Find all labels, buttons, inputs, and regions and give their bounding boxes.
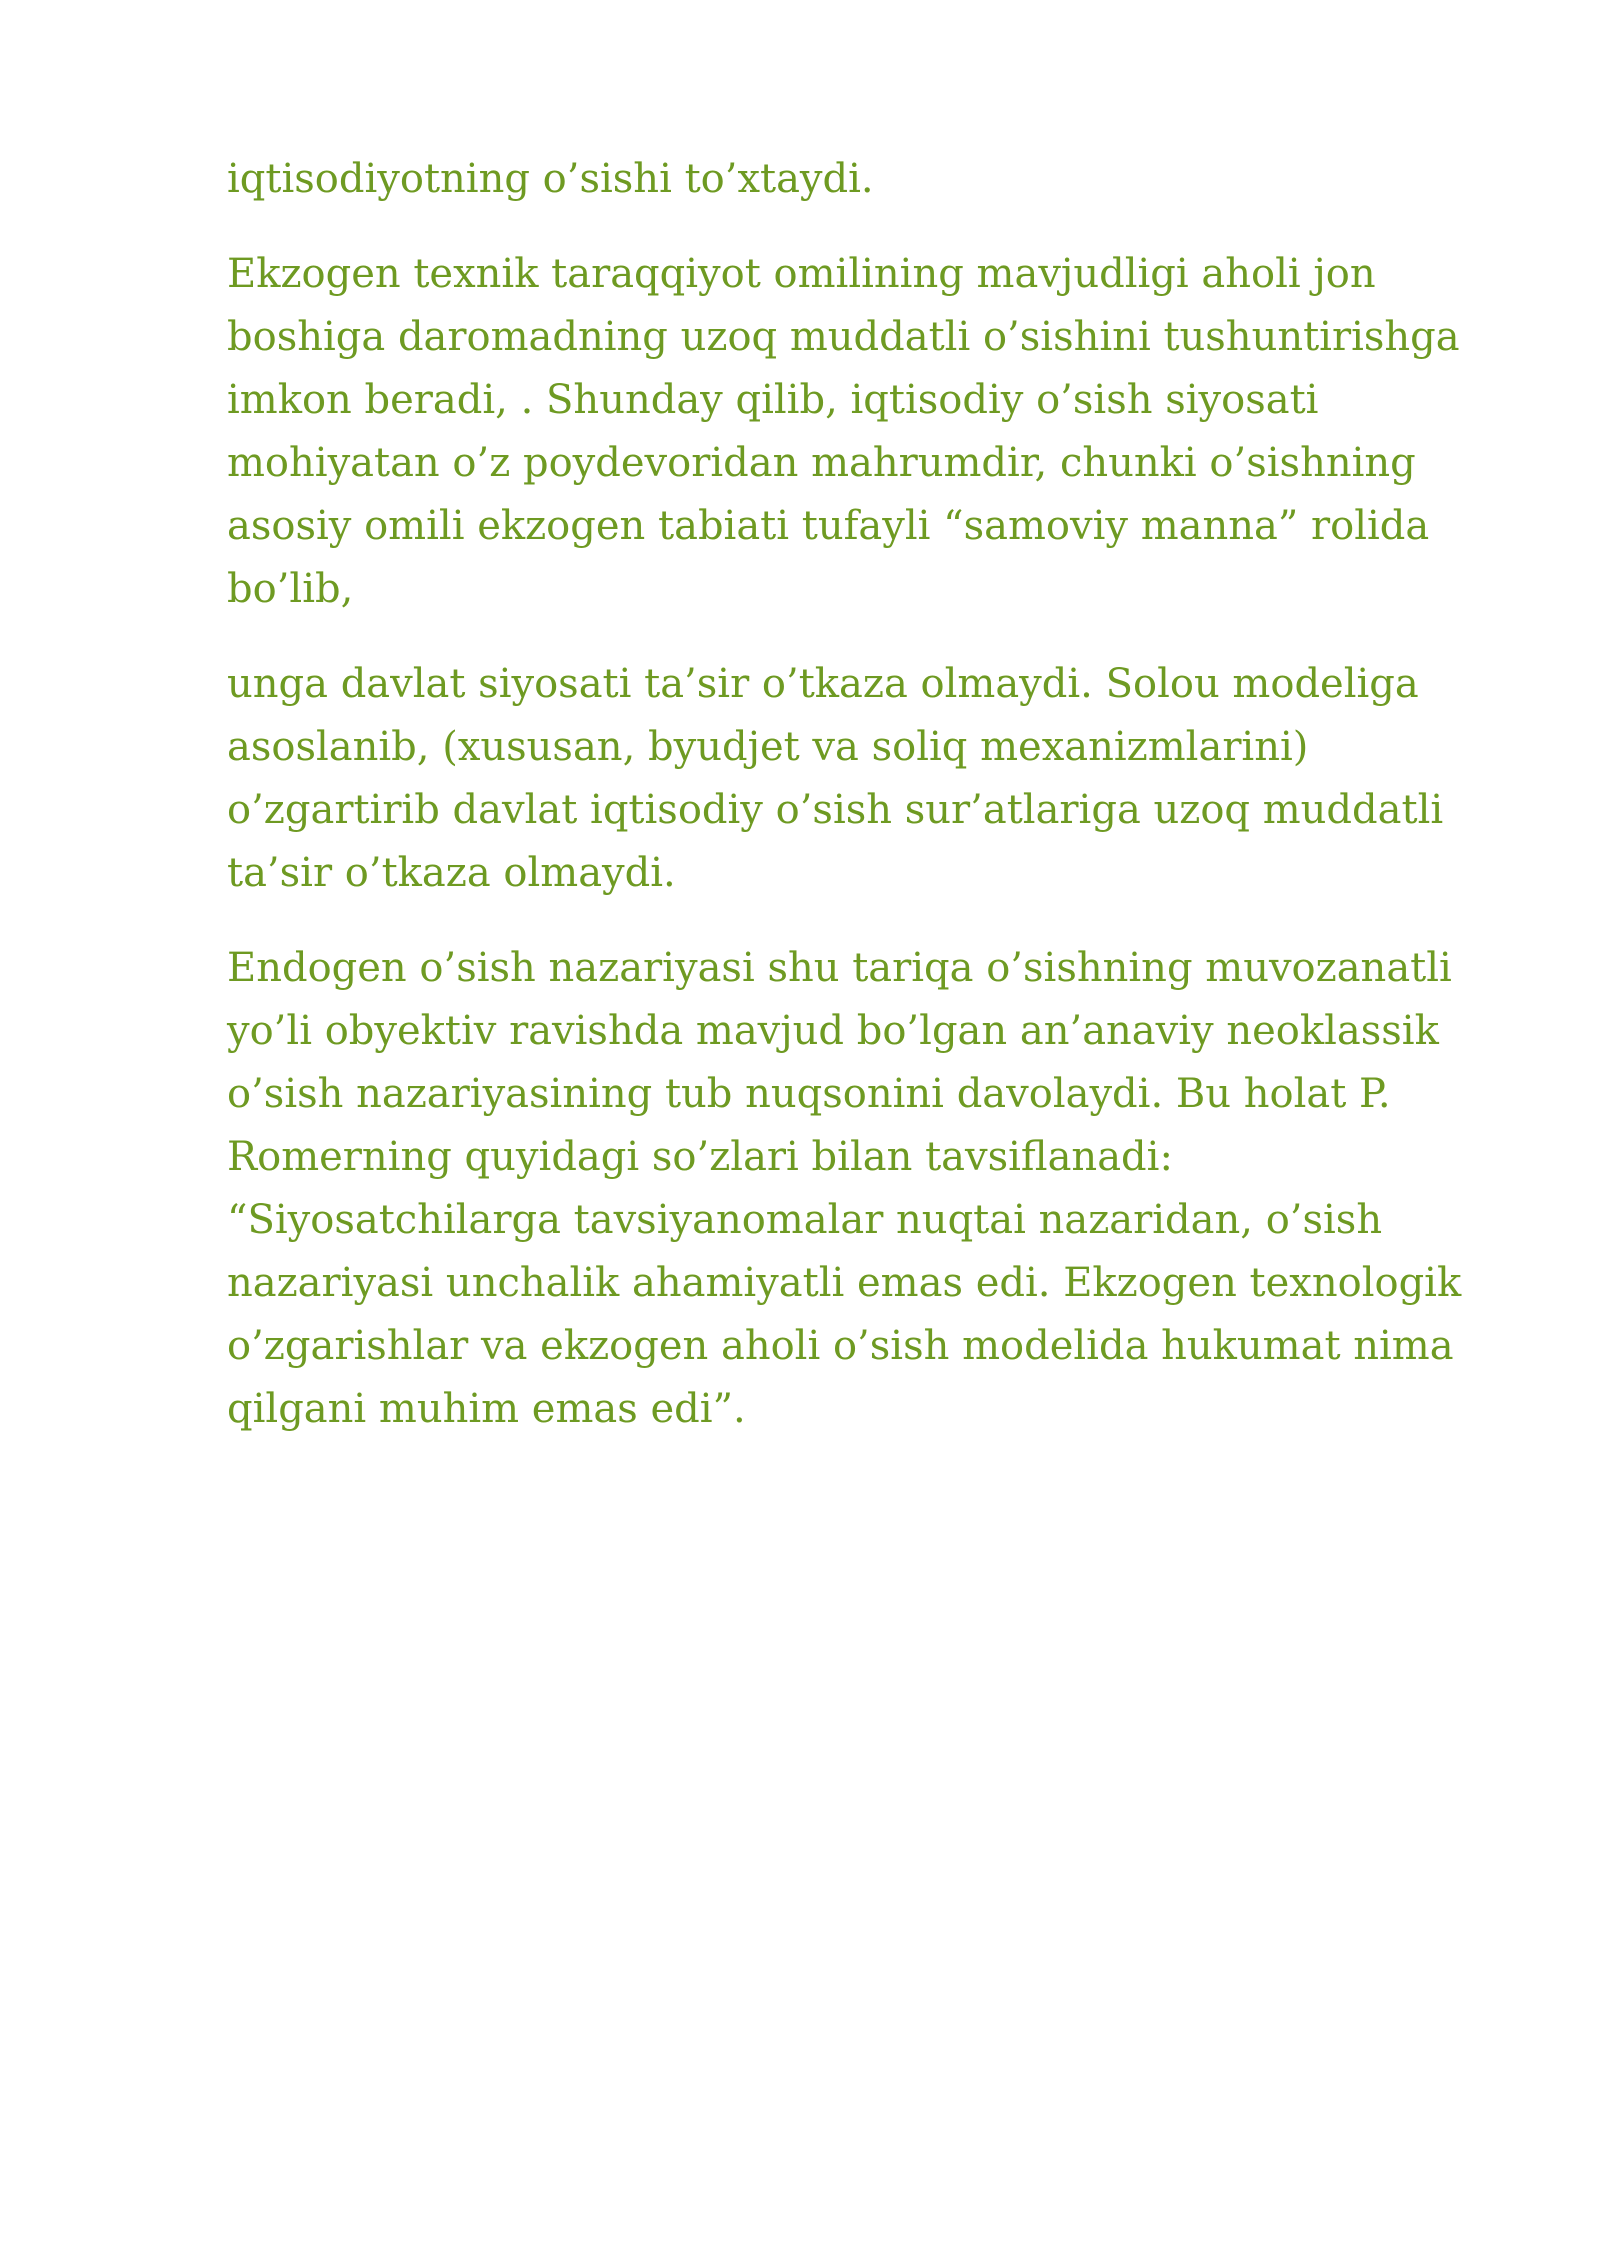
paragraph-2: Ekzogen texnik taraqqiyot omilining mavjudligi aholi jon boshiga daromadning uzoq muddatli o’sishini tushuntirishga imkon beradi, . Shunday qilib, iqtisodiy o’sish siyosati mohiyatan o’z poydevoridan mahrumdir, chunki o’sishning asosiy omili ekzogen tabiati tufayli “samoviy manna” rolida bo’lib, — [227, 251, 1460, 612]
paragraph-3: unga davlat siyosati ta’sir o’tkaza olmaydi. Solou modeliga asoslanib, (xususan, byudjet va soliq mexanizmlarini) o’zgartirib davlat iqtisodiy o’sish sur’atlariga uzoq muddatli ta’sir o’tkaza olmaydi. — [227, 661, 1444, 896]
paragraph-4: Endogen o’sish nazariyasi shu tariqa o’sishning muvozanatli yo’li obyektiv ravishda mavjud bo’lgan an’anaviy neoklassik o’sish nazariyasining tub nuqsonini davolaydi. Bu holat P. Romerning quyidagi so’zlari bilan tavsiflanadi: “Siyosatchilarga tavsiyanomalar nuqtai nazaridan, o’sish nazariyasi unchalik ahamiyatli emas edi. Ekzogen texnologik o’zgarishlar va ekzogen aholi o’sish modelida hukumat nima qilgani muhim emas edi”. — [227, 945, 1462, 1432]
paragraph-1: iqtisodiyotning o’sishi to’xtaydi. — [227, 156, 874, 202]
body-text — [227, 148, 1477, 1473]
